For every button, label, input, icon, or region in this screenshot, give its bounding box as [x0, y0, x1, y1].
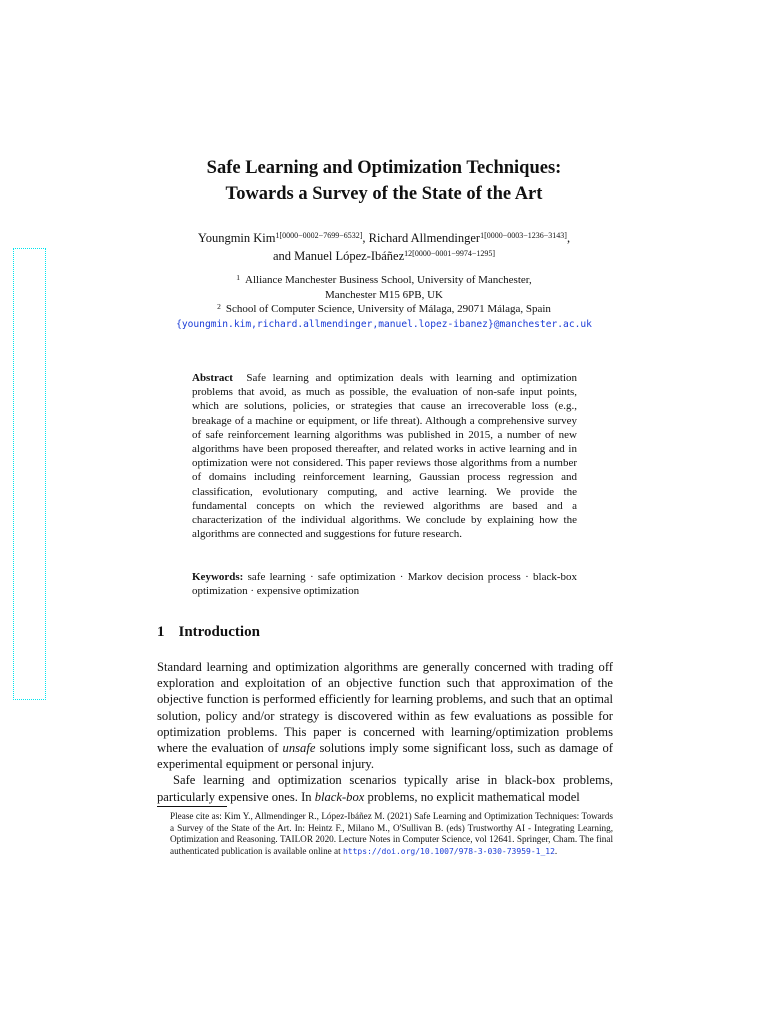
author-name: Youngmin Kim	[197, 231, 276, 245]
abstract-label: Abstract	[192, 372, 233, 384]
title-line-1: Safe Learning and Optimization Techniques:	[206, 158, 562, 178]
author-orcid[interactable]: 12[0000−0001−9974−1295]	[404, 249, 496, 258]
section-number: 1	[157, 624, 165, 640]
paragraph-text: problems, no explicit mathematical model	[364, 789, 580, 804]
author-line-2	[0, 247, 768, 265]
paragraph-text: Safe learning and optimization scenarios typically arise in black-box problems, particularly expensive ones. In	[157, 773, 613, 804]
section-heading	[157, 624, 260, 641]
keywords-label: Keywords:	[192, 571, 244, 583]
affiliation-1-line-2: Manchester M15 6PB, UK	[325, 288, 443, 301]
paragraph-text: solutions imply some significant loss, such as damage of experimental equipment or personal injury.	[157, 741, 613, 772]
emphasis-text: black-box	[314, 789, 365, 804]
affiliation-number: 1	[236, 273, 241, 282]
author-separator: ,	[566, 231, 571, 245]
affiliation-2	[0, 302, 768, 317]
footnote-end: .	[554, 845, 558, 856]
footnote-rule	[157, 806, 227, 807]
paragraph-1	[157, 659, 613, 772]
author-email-link[interactable]: {youngmin.kim,richard.allmendinger,manuel.lopez-ibanez}@manchester.ac.uk	[176, 318, 592, 330]
keywords	[192, 570, 577, 598]
title-line-2: Towards a Survey of the State of the Art	[225, 184, 543, 204]
footnote	[170, 811, 613, 857]
author-line-1	[0, 229, 768, 247]
doi-link[interactable]: https://doi.org/10.1007/978-3-030-73959-1_12	[342, 846, 555, 856]
author-orcid[interactable]: 1[0000−0002−7699−6532]	[275, 231, 363, 240]
author-list	[0, 229, 768, 265]
affiliation-1	[0, 273, 768, 288]
author-prefix: and	[272, 249, 295, 263]
paper-title	[0, 155, 768, 207]
affiliation-number: 2	[217, 302, 221, 311]
author-orcid[interactable]: 1[0000−0003−1236−3143]	[480, 231, 567, 240]
affiliations	[0, 273, 768, 332]
paragraph-text: Standard learning and optimization algorithms are generally concerned with trading off exploration and exploitation of an objective function such that approximation of the objective function is performed efficiently for learning problems, and such that an optimal solution, policy and/or strategy is discovered within as few evaluations as possible for optimization problems. This paper is concerned with learning/optimization problems where the evaluation of	[157, 660, 613, 756]
author-name: Richard Allmendinger	[368, 231, 481, 245]
author-name: Manuel López-Ibáñez	[294, 249, 405, 263]
footnote-text: Please cite as: Kim Y., Allmendinger R., López-Ibáñez M. (2021) Safe Learning and Optimization Techniques: Towards a Survey of the State of the Art. In: Heintz F., Milano M., O'Sullivan B. (eds) Trustworthy AI - Integrating Learning, Optimization and Reasoning. TAILOR 2020. Lecture Notes in Computer Science, vol 12641. Springer, Cham. The final authenticated publication is available online at	[170, 811, 613, 856]
section-title: Introduction	[178, 624, 260, 640]
keywords-text: safe learning · safe optimization · Markov decision process · black-box optimization · expensive optimization	[192, 571, 577, 598]
abstract	[192, 371, 577, 541]
paragraph-2	[157, 772, 613, 804]
body-text	[157, 659, 613, 805]
affiliation-text: School of Computer Science, University of Málaga, 29071 Málaga, Spain	[225, 303, 551, 315]
abstract-text: Safe learning and optimization deals with learning and optimization problems that avoid, as much as possible, the evaluation of non-safe input points, which are solutions, policies, or strategies that cause an irrecoverable loss (e.g., breakage of a machine or equipment, or life threat). Although a comprehensive survey of safe reinforcement learning algorithms was published in 2015, a number of new algorithms have been proposed thereafter, and related works in active learning and in optimization were not considered. This paper reviews those algorithms from a number of domains including reinforcement learning, Gaussian process regression and classification, evolutionary computing, and active learning. We provide the fundamental concepts on which the reviewed algorithms are based and a characterization of the individual algorithms. We conclude by explaining how the algorithms are connected and suggestions for future research.	[192, 372, 577, 541]
author-separator: ,	[362, 231, 369, 245]
affiliation-text: Alliance Manchester Business School, University of Manchester,	[245, 274, 532, 286]
emphasis-text: unsafe	[282, 741, 316, 756]
email-line	[0, 317, 768, 333]
